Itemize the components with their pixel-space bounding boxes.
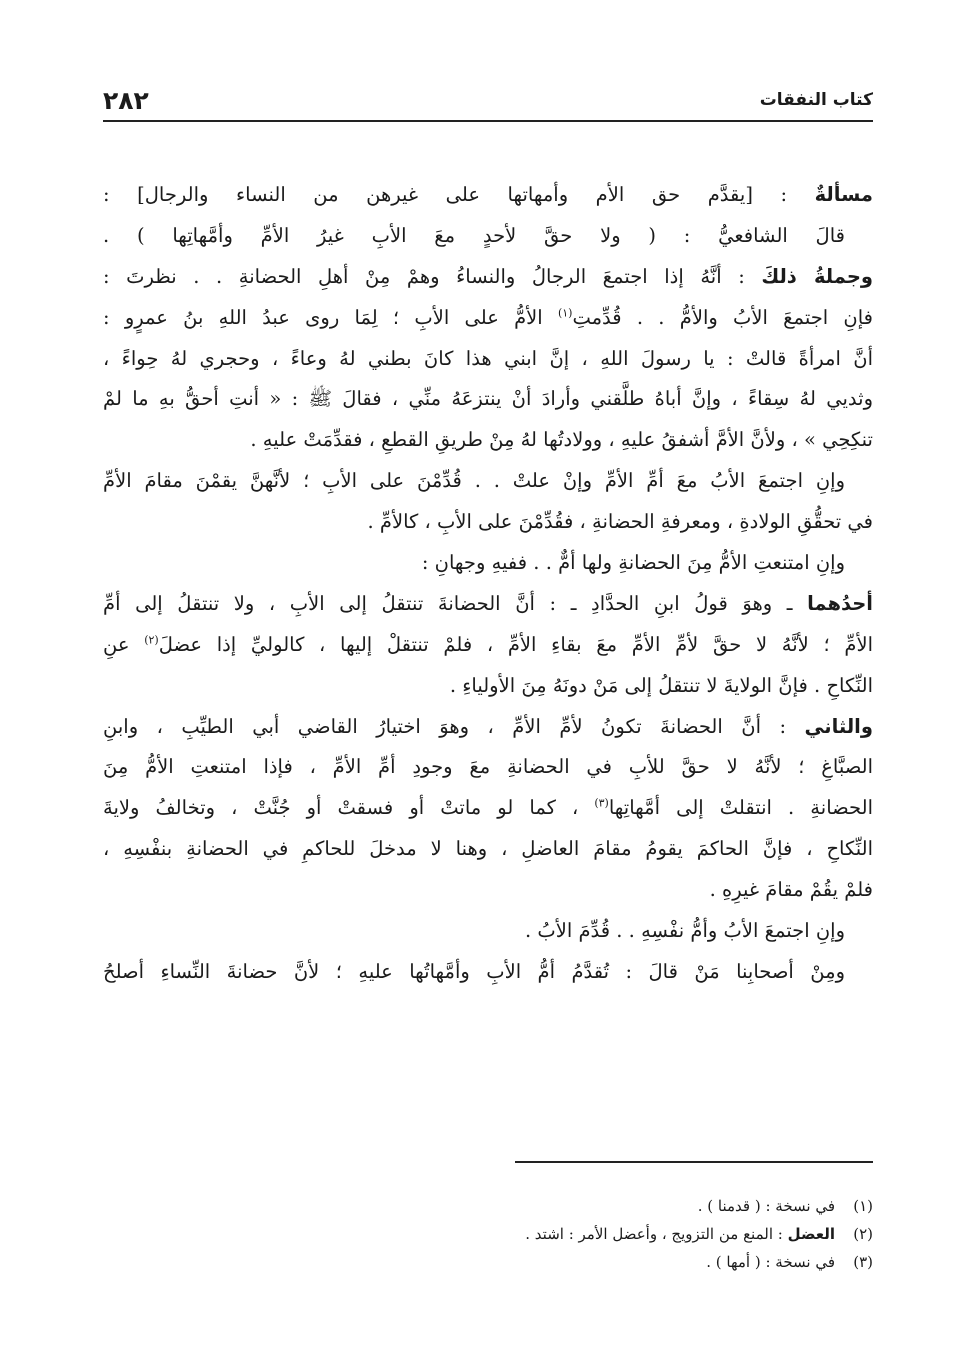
text-line: تنكِحِي » ، ولأنَّ الأمَّ أشفقُ عليهِ ، وولادتُها لهُ مِنْ طريقِ القطعِ ، فقدِّمَتْ عليهِ . <box>250 428 873 452</box>
footnote-ref: (٢) <box>144 633 159 647</box>
text-line: فلمْ يقُمْ مقامَ غيرِهِ . <box>709 878 873 902</box>
footnote-ref: (١) <box>557 306 573 320</box>
text-line: النِّكاحِ ، فإنَّ الحاكمَ يقومُ مقامَ العاضلِ ، وهنا لا مدخلَ للحاكمِ في الحضانةِ بنفْسِهِ ، <box>103 837 873 861</box>
footnote-number: (٣) <box>853 1253 873 1271</box>
text-line: النِّكاحِ . فإنَّ الولايةَ لا تنتقلُ إلى مَنْ دونَهُ مِنَ الأولياءِ . <box>449 673 873 697</box>
text-line: أنَّ امرأةً قالتْ : يا رسولَ اللهِ ، إنَّ ابني هذا كانَ بطني لهُ وعاءً ، وحجري لهُ حِواءً ، <box>103 346 873 370</box>
text-line: أحدُهما ـ وهوَ قولُ ابنِ الحدَّادِ ـ : أنَّ الحضانةَ تنتقلُ إلى الأبِ ، ولا تنتقلُ إلى أمِّ <box>103 591 873 615</box>
text-line: قالَ الشافعيُّ : ( ولا حقَّ لأحدٍ معَ الأبِ غيرُ الأمِّ وأمَّهاتِها ) . <box>103 223 845 247</box>
text-line: وجملةُ ذلكَ : أنَّهُ إذا اجتمعَ الرجالُ والنساءُ وهمْ مِنْ أهلِ الحضانةِ . . نظرتَ : <box>103 264 873 288</box>
text-line: في تحقُّقِ الولادةِ ، ومعرفةِ الحضانةِ ، فقُدِّمْنَ على الأبِ ، كالأمِّ . <box>367 510 873 534</box>
text-line: وثديي لهُ سِقاءً ، وإنَّ أباهُ طلَّقني وأرادَ أنْ ينتزعَهُ منِّي ، فقالَ ﷺ : « أنتِ أحقُّ بهِ ما لمْ <box>103 387 873 411</box>
footnote-divider <box>515 1161 873 1163</box>
footnote: (٢)العضل : المنع من التزويج ، وأعضل الأمر : اشتد . <box>353 1220 873 1248</box>
text-line: ومِنْ أصحابِنا مَنْ قالَ : تُقدَّمُ أمُّ الأبِ وأمَّهاتُها عليهِ ؛ لأنَّ حضانةَ النِّساءِ أصلحُ <box>103 959 845 983</box>
footnotes <box>353 1192 873 1276</box>
issue-label: مسألةٌ <box>814 183 873 206</box>
main-text <box>103 175 873 993</box>
text-line: الصبَّاغِ ؛ لأنَّهُ لا حقَّ للأبِ في الحضانةِ معَ وجودِ أمِّ الأمِّ ، فإذا امتنعتِ الأمُّ مِنَ <box>103 755 873 779</box>
footnote-number: (١) <box>853 1197 873 1215</box>
text-line: فإنِ اجتمعَ الأبُ والأمُّ . . قُدِّمتِ$^{(١)}$ الأمُّ على الأبِ ؛ لِمَا روى عبدُ اللهِ بنُ عمرٍو : <box>103 305 873 329</box>
page-number: ٢٨٢ <box>103 86 149 115</box>
text-line: الحضانةِ . انتقلتْ إلى أمَّهاتِها$^{(٣)}$ ، كما لو ماتتْ أو فسقتْ أو جُنَّتْ ، وتخالفُ ولايةَ <box>103 796 873 820</box>
footnote-term: العضل <box>787 1225 835 1243</box>
text-line: وإنِ اجتمعَ الأبُ وأمُّ نفْسِهِ . . قُدِّمَ الأبُ . <box>524 919 845 943</box>
footnote-number: (٢) <box>853 1225 873 1243</box>
text-line: والثاني : أنَّ الحضانةَ تكونُ لأمِّ الأمِّ ، وهوَ اختيارُ القاضي أبي الطيِّبِ ، وابنِ <box>103 714 873 738</box>
running-title: كتاب النفقات <box>759 90 873 110</box>
text-line: الأمِّ ؛ لأنَّهُ لا حقَّ لأمِّ الأمِّ معَ بقاءِ الأمِّ ، فلمْ تنتقلْ إليها ، كالوليِّ إذا عضلَ$^{(٢)}$ عنِ <box>103 632 873 656</box>
text-line: وإنِ اجتمعَ الأبُ معَ أمِّ الأمِّ وإنْ علتْ . . قُدِّمْنَ على الأبِ ؛ لأنَّهنَّ يقمْنَ مقامَ الأمِّ <box>103 469 845 493</box>
footnote-ref: (٣) <box>594 796 609 810</box>
footnote: (١)في نسخة : ( قدمنا ) . <box>353 1192 873 1220</box>
footnote: (٣)في نسخة : ( أمها ) . <box>353 1248 873 1276</box>
text-line: مسألةٌ : [يقدَّم حق الأم وأمهاتها على غيرهن من النساء والرجال] : <box>103 183 873 206</box>
text-line: وإنِ امتنعتِ الأمُّ مِنَ الحضانةِ ولها أمٌّ . . ففيهِ وجهانِ : <box>421 551 845 575</box>
page-header <box>103 86 873 122</box>
